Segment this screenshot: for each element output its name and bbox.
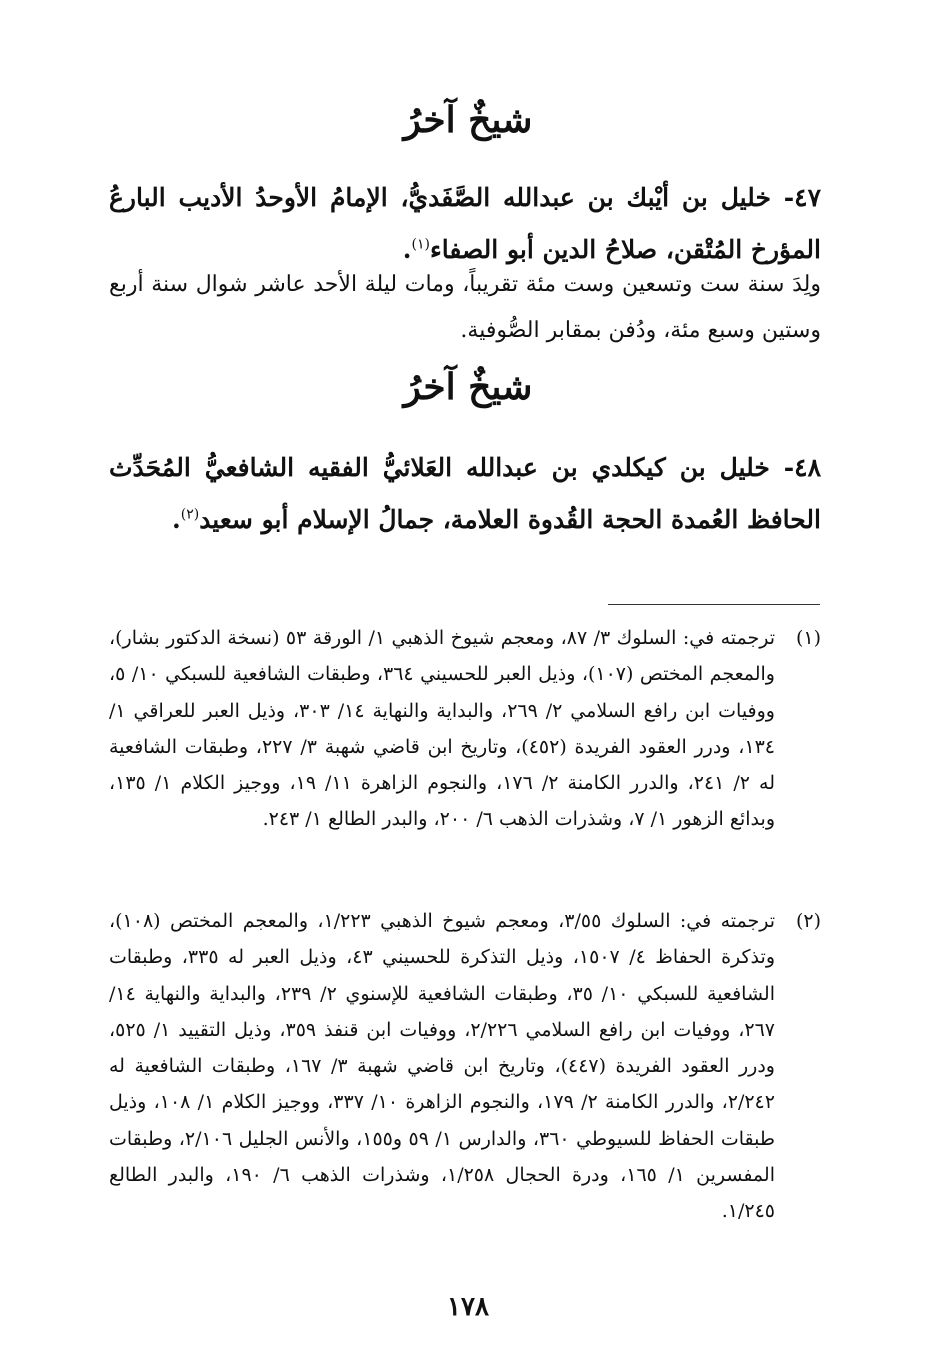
entry-48-title-text: ٤٨- خليل بن كيكلدي بن عبدالله العَلائيُّ الفقيه الشافعيُّ المُحَدِّث الحافظ العُمدة الحجة القُدوة العلامة، جمالُ الإسلام أبو سعيد: [109, 453, 821, 534]
entry-47-title-end: .: [402, 235, 412, 264]
entry-47-body: ولِدَ سنة ست وتسعين وست مئة تقريباً، ومات ليلة الأحد عاشر شوال سنة أربع وستين وسبع مئة، ودُفن بمقابر الصُّوفية.: [109, 272, 821, 343]
footnote-2: [109, 903, 821, 1230]
footnote-2-text: ترجمته في: السلوك ٣/٥٥، ومعجم شيوخ الذهبي ١/٢٢٣، والمعجم المختص (١٠٨)، وتذكرة الحفاظ ٤/ ١٥٠٧، وذيل التذكرة للحسيني ٤٣، وذيل العبر له ٣٣٥، وطبقات الشافعية للسبكي ١٠/ ٣٥، وطبقات الشافعية للإسنوي ٢/ ٢٣٩، والبداية والنهاية ١٤/ ٢٦٧، ووفيات ابن رافع السلامي ٢/٢٢٦، ووفيات ابن قنفذ ٣٥٩، وذيل التقييد ١/ ٥٢٥، ودرر العقود الفريدة (٤٤٧)، وتاريخ ابن قاضي شهبة ٣/ ١٦٧، وطبقات الشافعية له ٢/٢٤٢، والدرر الكامنة ٢/ ١٧٩، والنجوم الزاهرة ١٠/ ٣٣٧، ووجيز الكلام ١/ ١٠٨، وذيل طبقات الحفاظ للسيوطي ٣٦٠، والدارس ١/ ٥٩ و١٥٥، والأنس الجليل ٢/١٠٦، وطبقات المفسرين ١/ ١٦٥، ودرة الحجال ١/٢٥٨، وشذرات الذهب ٦/ ١٩٠، والبدر الطالع ١/٢٤٥.: [109, 910, 775, 1223]
footnote-2-number: (٢): [795, 910, 821, 932]
entry-48-title: [109, 442, 821, 546]
section-heading-first: شيخٌ آخرُ: [403, 99, 533, 141]
entry-48-title-end: .: [172, 505, 181, 534]
footnote-divider: [608, 604, 820, 605]
footnote-1: [109, 620, 821, 838]
footnote-ref-2[interactable]: (٢): [180, 506, 200, 523]
entry-47-title-text: ٤٧- خليل بن أيْبك بن عبدالله الصَّفَديُّ، الإمامُ الأوحدُ الأديب البارعُ المؤرخ المُتْقن، صلاحُ الدين أبو الصفاء: [109, 183, 821, 264]
footnote-1-number: (١): [795, 627, 821, 649]
page-number: ١٧٨: [447, 1292, 489, 1322]
footnote-ref-1[interactable]: (١): [411, 236, 430, 253]
section-heading-second: شيخٌ آخرُ: [403, 366, 533, 408]
footnote-1-text: ترجمته في: السلوك ٣/ ٨٧، ومعجم شيوخ الذهبي ١/ الورقة ٥٣ (نسخة الدكتور بشار)، والمعجم المختص (١٠٧)، وذيل العبر للحسيني ٣٦٤، وطبقات الشافعية للسبكي ١٠/ ٥، ووفيات ابن رافع السلامي ٢/ ٢٦٩، والبداية والنهاية ١٤/ ٣٠٣، وذيل العبر للعراقي ١/ ١٣٤، ودرر العقود الفريدة (٤٥٢)، وتاريخ ابن قاضي شهبة ٣/ ٢٢٧، وطبقات الشافعية له ٢/ ٢٤١، والدرر الكامنة ٢/ ١٧٦، والنجوم الزاهرة ١١/ ١٩، ووجيز الكلام ١/ ١٣٥، وبدائع الزهور ١/ ٧، وشذرات الذهب ٦/ ٢٠٠، والبدر الطالع ١/ ٢٤٣.: [109, 627, 776, 831]
entry-47-title: [109, 172, 821, 276]
